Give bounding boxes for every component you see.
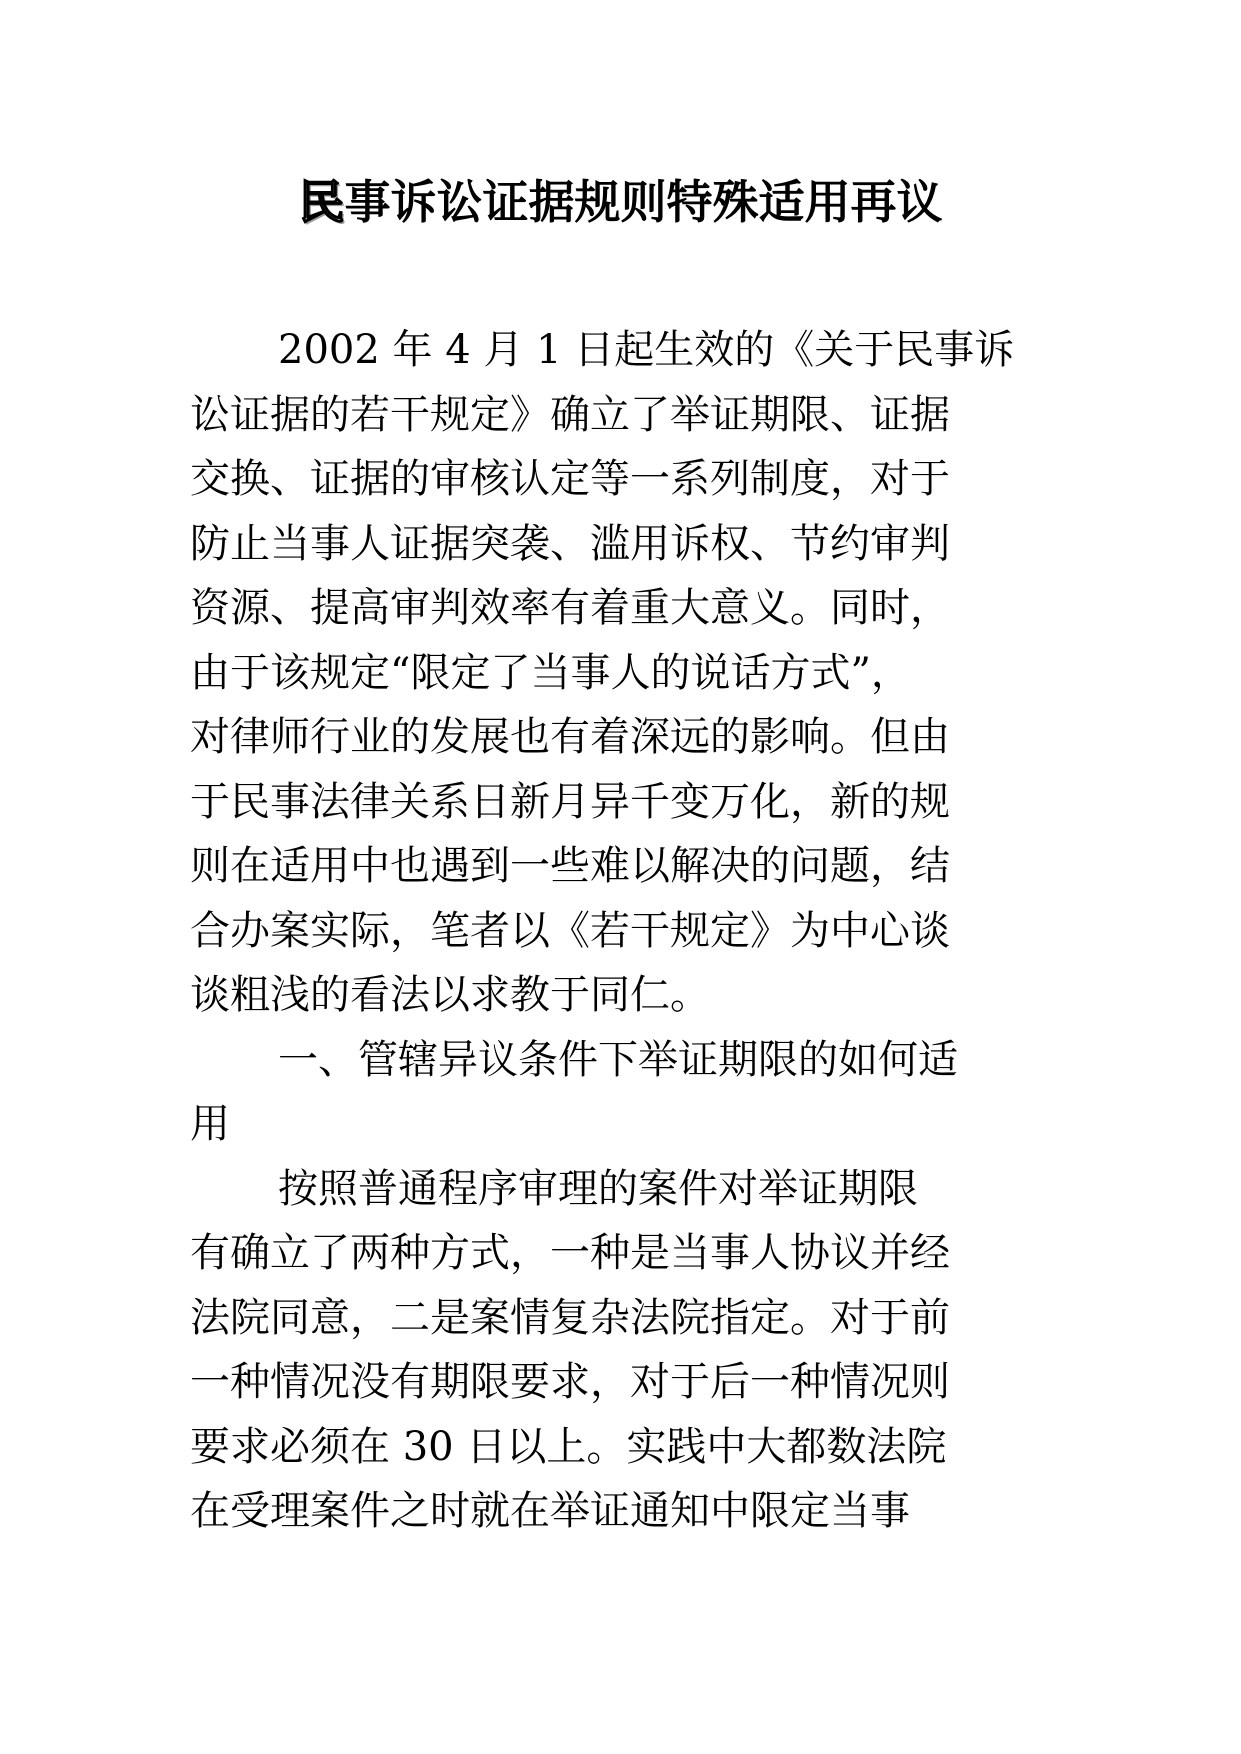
document-body — [190, 318, 1090, 1544]
title-text: 事诉讼证据规则特殊适用再议 — [344, 175, 943, 229]
title-decorated-first-char: 民 — [298, 175, 345, 229]
body-line: 按照普通程序审理的案件对举证期限 — [278, 1165, 918, 1212]
document-title — [0, 172, 1241, 232]
body-line: 则在适用中也遇到一些难以解决的问题，结 — [190, 843, 950, 889]
body-line: 在受理案件之时就在举证通知中限定当事 — [190, 1488, 910, 1534]
body-line: 对律师行业的发展也有着深远的影响。但由 — [190, 714, 950, 760]
body-line: 2002 年 4 月 1 日起生效的《关于民事诉 — [278, 327, 1015, 373]
section-heading-line: 一、管辖异议条件下举证期限的如何适 — [278, 1036, 958, 1083]
body-line: 交换、证据的审核认定等一系列制度，对于 — [190, 456, 950, 502]
body-line: 合办案实际，笔者以《若干规定》为中心谈 — [190, 907, 950, 954]
body-line: 防止当事人证据突袭、滥用诉权、节约审判 — [190, 520, 950, 567]
body-line: 谈粗浅的看法以求教于同仁。 — [190, 972, 710, 1018]
body-line: 要求必须在 30 日以上。实践中大都数法院 — [190, 1423, 947, 1470]
body-line: 一种情况没有期限要求，对于后一种情况则 — [190, 1359, 950, 1405]
body-line: 资源、提高审判效率有着重大意义。同时， — [190, 585, 950, 631]
body-line: 于民事法律关系日新月异千变万化，新的规 — [190, 778, 950, 825]
body-line: 讼证据的若干规定》确立了举证期限、证据 — [190, 391, 950, 438]
body-line: 法院同意，二是案情复杂法院指定。对于前 — [190, 1294, 950, 1341]
body-line: 有确立了两种方式，一种是当事人协议并经 — [190, 1230, 950, 1276]
section-heading-line: 用 — [190, 1101, 230, 1147]
body-line: 由于该规定“限定了当事人的说话方式”， — [190, 649, 911, 696]
